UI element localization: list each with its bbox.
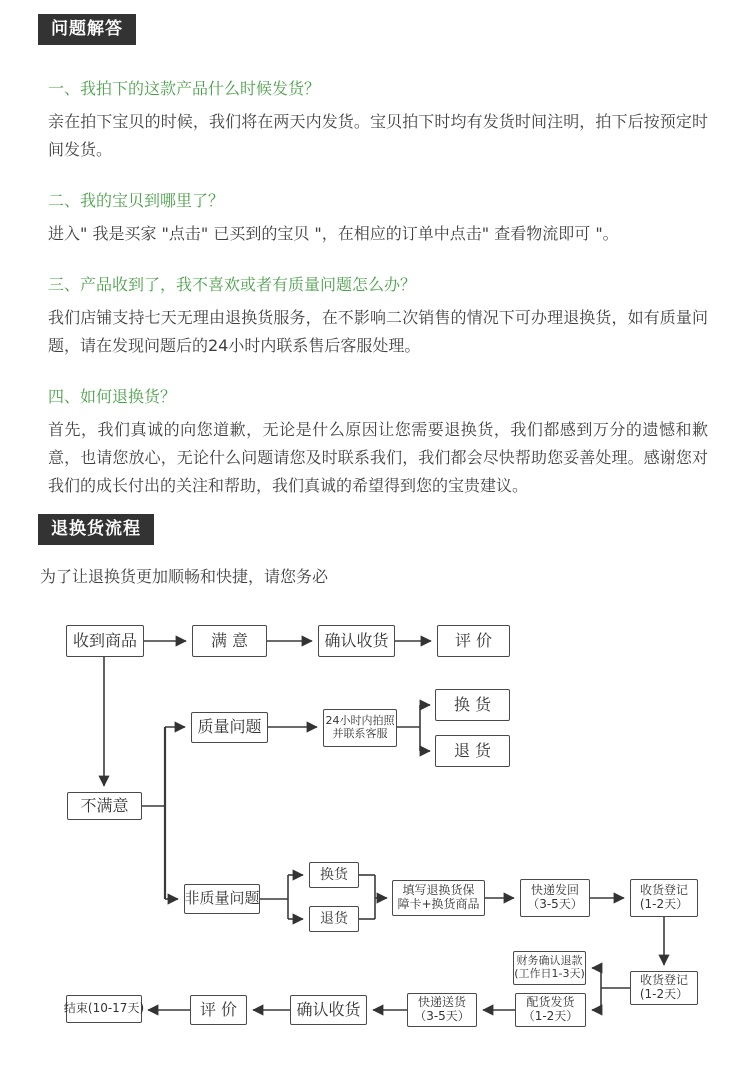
flow-node-confirm-receipt-top: 确认收货 (318, 625, 395, 657)
flow-node-line: 24小时内拍照 (325, 714, 395, 728)
flow-node-line: 收货登记 (639, 973, 688, 988)
flow-node-express-sendback (520, 879, 590, 917)
faq-question: 四、如何退换货？ (48, 387, 177, 406)
return-process-intro: 为了让退换货更加顺畅和快捷，请您务必 (40, 567, 329, 586)
flow-node-line: 填写退换货保 (402, 883, 475, 898)
flow-node-line: 财务确认退款 (516, 954, 583, 968)
flow-node-line: 障卡+换货商品 (397, 897, 480, 911)
flow-node-return-top: 退 货 (435, 735, 510, 767)
flow-node-receipt-register-2 (630, 971, 698, 1005)
flow-node-line: （3-5天） (414, 1009, 470, 1023)
faq-item (48, 190, 708, 248)
flow-node-line: （1-2天） (522, 1009, 579, 1023)
flow-node-end: 结束(10-17天) (66, 995, 142, 1023)
faq-section (48, 78, 708, 526)
flow-node-photo-contact-service (323, 709, 397, 747)
flow-node-express-delivery (407, 993, 477, 1027)
flow-node-line: 快递送货 (417, 995, 466, 1010)
flow-node-finance-refund (513, 951, 586, 985)
flow-node-line: (1-2天） (639, 897, 689, 911)
return-process-flowchart (0, 600, 750, 1070)
flow-node-line: 配货发货 (526, 995, 575, 1010)
faq-item (48, 386, 708, 500)
flow-node-confirm-receipt-bottom: 确认收货 (290, 995, 367, 1025)
flow-node-line: (工作日1-3天) (514, 967, 585, 980)
flow-node-line: （3-5天） (527, 897, 583, 911)
flow-node-quality-issue: 质量问题 (191, 712, 268, 743)
flow-node-exchange-top: 换 货 (435, 689, 510, 721)
flow-node-dispatch-goods (515, 993, 586, 1027)
flow-node-line: (1-2天） (639, 987, 689, 1001)
flow-node-line: 收货登记 (639, 883, 688, 898)
faq-question: 二、我的宝贝到哪里了？ (48, 191, 225, 210)
faq-answer: 亲在拍下宝贝的时候，我们将在两天内发货。宝贝拍下时均有发货时间注明，拍下后按预定时间发货。 (48, 112, 708, 159)
flow-node-line: 并联系客服 (332, 727, 388, 740)
flow-node-non-quality-issue: 非质量问题 (184, 884, 260, 914)
flow-node-rate-bottom: 评 价 (190, 995, 247, 1025)
flow-node-exchange-small: 换货 (309, 862, 359, 888)
return-process-badge: 退换货流程 (38, 514, 154, 545)
faq-section-badge: 问题解答 (38, 14, 136, 45)
flow-node-rate-top: 评 价 (437, 625, 510, 657)
flow-node-line: 快递发回 (530, 883, 579, 898)
faq-question: 三、产品收到了，我不喜欢或者有质量问题怎么办？ (48, 275, 417, 294)
faq-answer: 我们店铺支持七天无理由退换货服务，在不影响二次销售的情况下可办理退换货，如有质量问题，请在发现问题后的24小时内联系售后客服处理。 (48, 308, 708, 355)
flow-node-receipt-register-1 (630, 879, 698, 917)
faq-answer: 首先，我们真诚的向您道歉，无论是什么原因让您需要退换货，我们都感到万分的遗憾和歉意，也请您放心，无论什么问题请您及时联系我们，我们都会尽快帮助您妥善处理。感谢您对我们的成长付出的关注和帮助，我们真诚的希望得到您的宝贵建议。 (48, 420, 708, 495)
flow-node-return-small: 退货 (309, 906, 359, 932)
flow-node-fill-warranty-card (392, 880, 485, 916)
faq-answer: 进入" 我是买家 "点击" 已买到的宝贝 "，在相应的订单中点击" 查看物流即可 "。 (48, 224, 619, 243)
faq-question: 一、我拍下的这款产品什么时候发货？ (48, 79, 321, 98)
faq-item (48, 78, 708, 164)
flow-node-unsatisfied: 不满意 (67, 792, 142, 820)
faq-item (48, 274, 708, 360)
flow-node-satisfied: 满 意 (192, 625, 267, 657)
flow-node-received: 收到商品 (66, 625, 144, 657)
